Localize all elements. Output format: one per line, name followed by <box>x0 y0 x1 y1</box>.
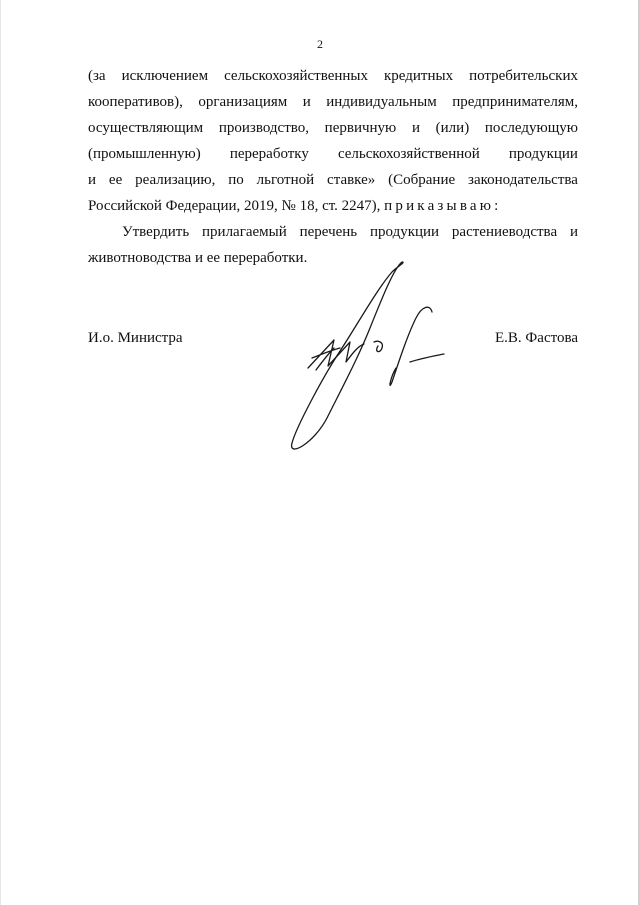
citation-text: Российской Федерации, 2019, № 18, ст. 2247), <box>88 198 385 214</box>
word: ставке» <box>327 172 376 188</box>
paragraph1-line5 <box>88 167 578 193</box>
word: последующую <box>484 120 578 136</box>
word: сельскохозяйственной <box>337 146 480 162</box>
word: (Собрание <box>388 172 456 188</box>
word: продукции <box>369 224 440 240</box>
word: (или) <box>435 120 470 136</box>
word: продукции <box>508 146 578 162</box>
word: первичную <box>324 120 397 136</box>
paragraph2-line1 <box>88 219 578 245</box>
signatory-title: И.о. Министра <box>88 330 183 346</box>
word: переработку <box>229 146 309 162</box>
word: перечень <box>299 224 358 240</box>
word: кредитных <box>384 68 454 84</box>
paragraph1-line6 <box>88 193 578 219</box>
paragraph1-line1 <box>88 63 578 89</box>
order-command: приказываю: <box>384 198 502 214</box>
word: и <box>302 94 311 110</box>
page-number: 2 <box>317 37 323 51</box>
word: производство, <box>218 120 309 136</box>
word: по <box>228 172 244 188</box>
word: Утвердить <box>122 224 190 240</box>
paragraph1-line2 <box>88 89 578 115</box>
word: и <box>88 172 97 188</box>
signatory-name: Е.В. Фастова <box>495 330 578 346</box>
word: (за <box>88 68 106 84</box>
word: и <box>411 120 420 136</box>
word: индивидуальным <box>326 94 437 110</box>
document-body <box>88 63 578 271</box>
word: прилагаемый <box>202 224 287 240</box>
word: осуществляющим <box>88 120 204 136</box>
paragraph1-line4 <box>88 141 578 167</box>
word: (промышленную) <box>88 146 201 162</box>
word: потребительских <box>469 68 578 84</box>
word: и <box>569 224 578 240</box>
handwritten-signature <box>282 258 452 458</box>
word: исключением <box>121 68 209 84</box>
word: организациям <box>198 94 288 110</box>
word: сельскохозяйственных <box>224 68 368 84</box>
word: предпринимателям, <box>452 94 578 110</box>
word: льготной <box>256 172 315 188</box>
word: кооперативов), <box>88 94 183 110</box>
word: реализацию, <box>135 172 216 188</box>
word: законодательства <box>468 172 578 188</box>
word: ее <box>108 172 123 188</box>
word: растениеводства <box>451 224 558 240</box>
paragraph2-end: животноводства и ее переработки. <box>88 250 308 266</box>
paragraph1-line3 <box>88 115 578 141</box>
